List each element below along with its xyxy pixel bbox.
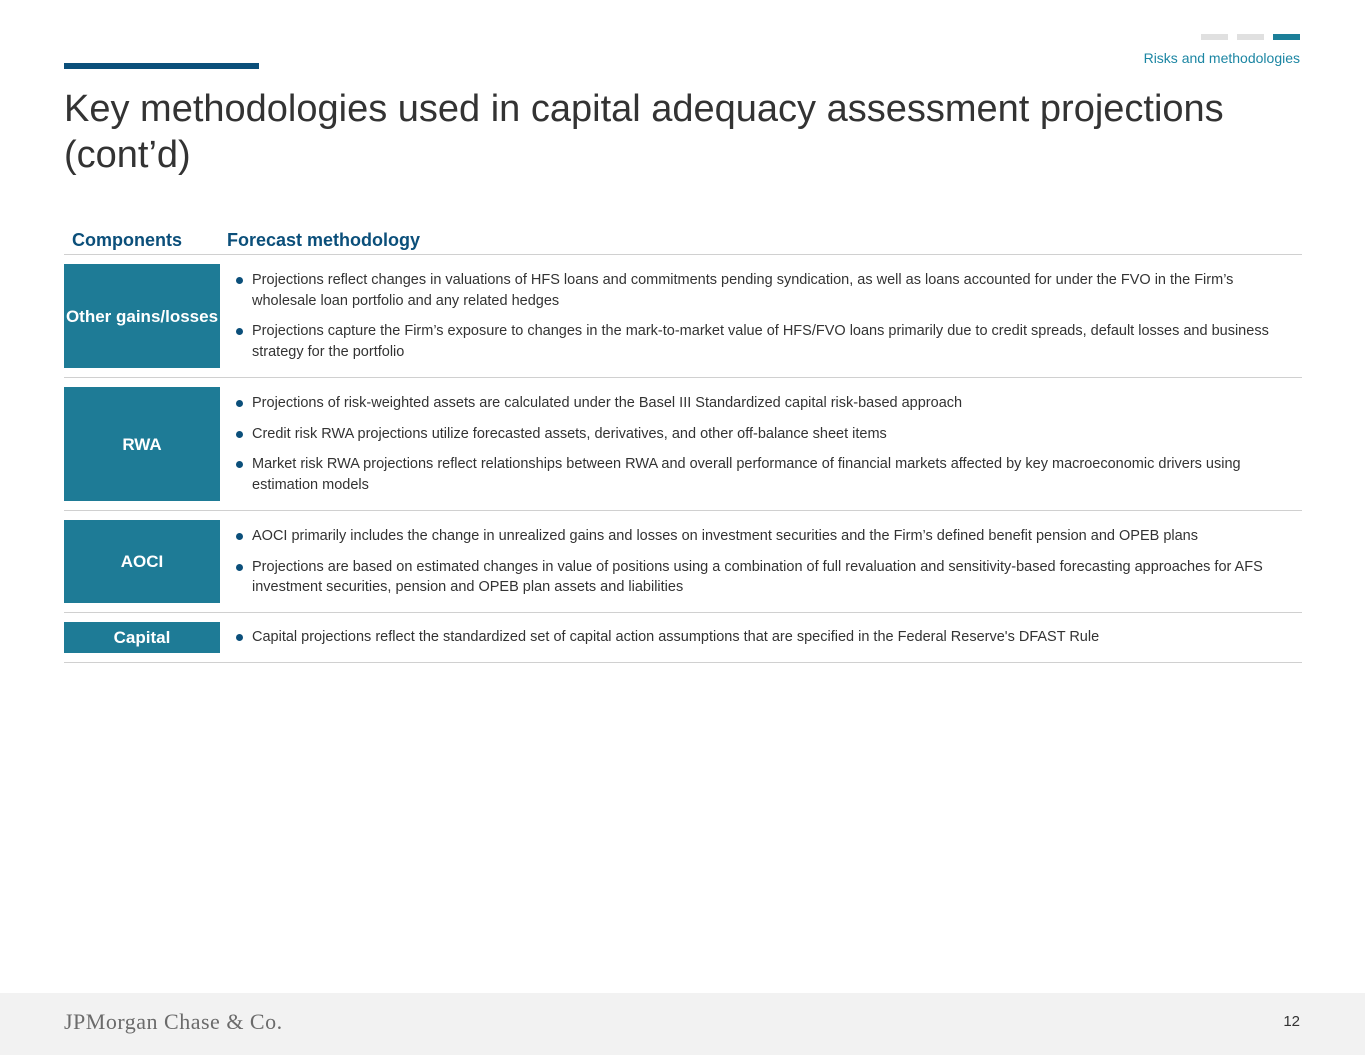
methodology-list: [220, 622, 1302, 653]
component-label: AOCI: [64, 520, 220, 603]
bullet-item: Projections capture the Firm’s exposure to changes in the mark-to-market value of HFS/FVO loans primarily due to credit spreads, default losses and business strategy for the portfolio: [236, 321, 1282, 362]
component-label: Other gains/losses: [64, 264, 220, 368]
methodology-list: [220, 264, 1302, 368]
page-title: Key methodologies used in capital adequacy assessment projections (cont’d): [64, 88, 1224, 176]
bullet-item: Projections are based on estimated changes in value of positions using a combination of full revaluation and sensitivity-based forecasting approaches for AFS investment securities, pension and OPEB plan assets and liabilities: [236, 557, 1282, 598]
progress-segment-active: [1273, 34, 1300, 40]
table-row: [64, 613, 1302, 663]
footer: [0, 993, 1365, 1055]
bullet-item: AOCI primarily includes the change in unrealized gains and losses on investment securities and the Firm’s defined benefit pension and OPEB plans: [236, 526, 1282, 547]
component-label: RWA: [64, 387, 220, 501]
methodology-list: [220, 520, 1302, 603]
section-label: Risks and methodologies: [1143, 50, 1300, 66]
methodology-list: [220, 387, 1302, 501]
bullet-item: Projections reflect changes in valuations of HFS loans and commitments pending syndication, as well as loans accounted for under the FVO in the Firm’s wholesale loan portfolio and any related hedges: [236, 270, 1282, 311]
component-label: Capital: [64, 622, 220, 653]
page-number: 12: [1283, 1013, 1300, 1030]
bullet-item: Credit risk RWA projections utilize forecasted assets, derivatives, and other off-balance sheet items: [236, 424, 1282, 445]
section-progress-indicator: [1201, 34, 1300, 40]
column-header-components: Components: [72, 229, 182, 250]
progress-segment: [1237, 34, 1264, 40]
progress-segment: [1201, 34, 1228, 40]
table-row: [64, 511, 1302, 613]
bullet-item: Capital projections reflect the standardized set of capital action assumptions that are specified in the Federal Reserve's DFAST Rule: [236, 627, 1282, 648]
header-accent-bar: [64, 63, 259, 69]
bullet-item: Market risk RWA projections reflect relationships between RWA and overall performance of financial markets affected by key macroeconomic drivers using estimation models: [236, 454, 1282, 495]
column-header-methodology: Forecast methodology: [227, 229, 421, 250]
table-header: [64, 226, 1302, 255]
bullet-item: Projections of risk-weighted assets are calculated under the Basel III Standardized capital risk-based approach: [236, 393, 1282, 414]
table-row: [64, 255, 1302, 378]
methodology-table: [64, 226, 1302, 663]
table-row: [64, 378, 1302, 511]
company-logo: JPMorgan Chase & Co.: [64, 1009, 283, 1034]
